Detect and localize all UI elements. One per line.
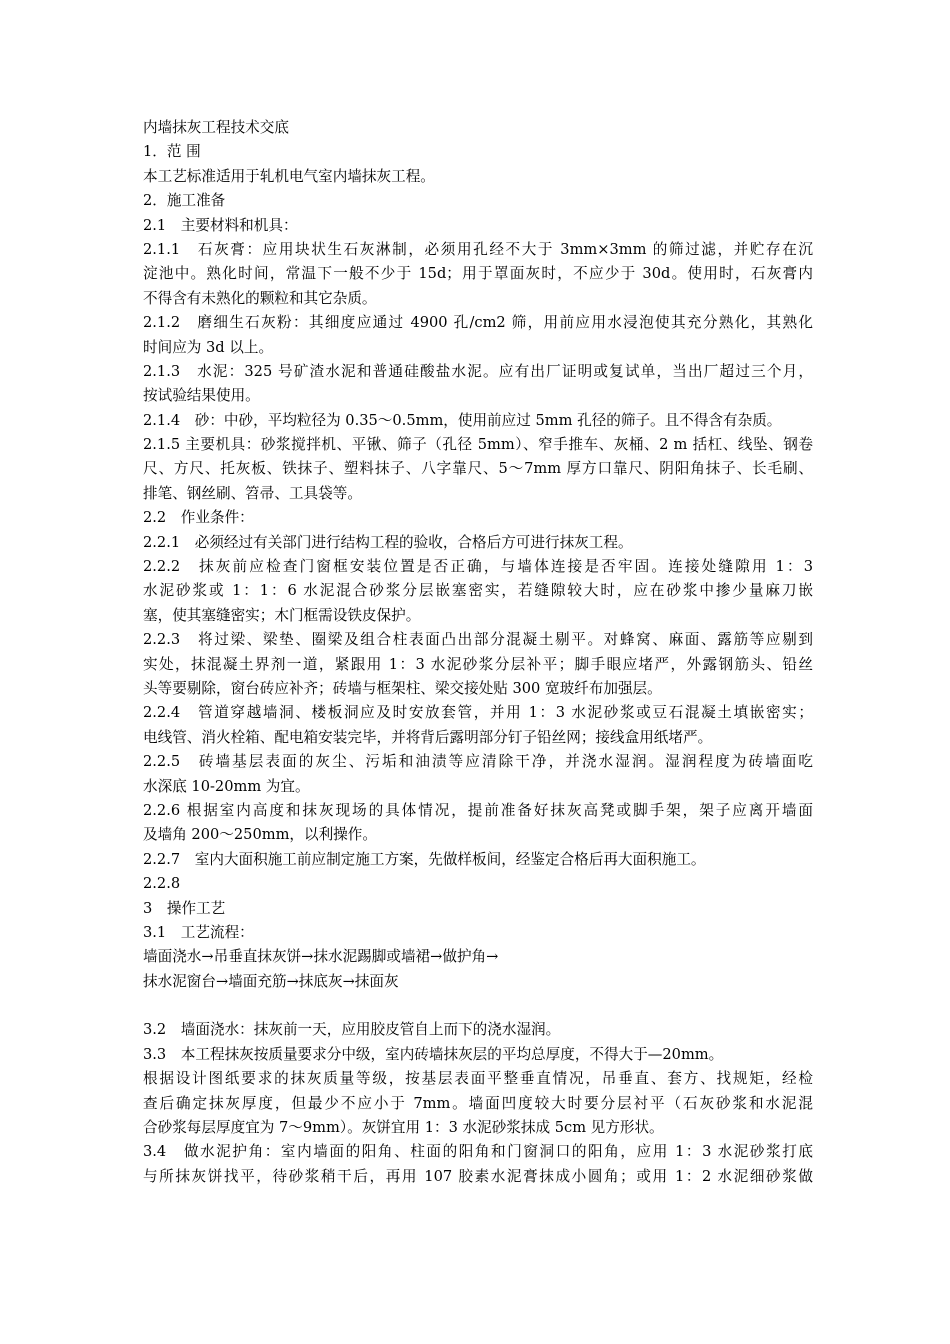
text-line: 排笔、钢丝刷、笤帚、工具袋等。 bbox=[143, 484, 362, 502]
document-title: 内墙抹灰工程技术交底 bbox=[143, 119, 289, 136]
text-line: 1．范 围 bbox=[143, 143, 201, 161]
text-line: 2.1.2 磨细生石灰粉：其细度应通过 4900 孔/cm2 筛，用前应用水浸泡使其充分熟化，其熟化 bbox=[143, 314, 813, 332]
text-line: 2.2.4 管道穿越墙洞、楼板洞应及时安放套管，并用 1：3 水泥砂浆或豆石混凝土填嵌密实； bbox=[143, 704, 813, 722]
text-line: 2.2.6 根据室内高度和抹灰现场的具体情况，提前准备好抹灰高凳或脚手架，架子应离开墙面 bbox=[143, 801, 813, 819]
text-line: 2.2.1 必须经过有关部门进行结构工程的验收，合格后方可进行抹灰工程。 bbox=[143, 533, 633, 551]
text-line: 水泥砂浆或 1：1：6 水泥混合砂浆分层嵌塞密实，若缝隙较大时，应在砂浆中掺少量麻刀嵌 bbox=[143, 582, 813, 600]
blank-line bbox=[143, 994, 813, 1018]
text-line: 时间应为 3d 以上。 bbox=[143, 338, 274, 356]
text-line: 3 操作工艺 bbox=[143, 899, 226, 917]
text-line: 及墙角 200～250mm，以利操作。 bbox=[143, 826, 377, 844]
text-line: 3.4 做水泥护角：室内墙面的阳角、柱面的阳角和门窗洞口的阳角，应用 1：3 水泥砂浆打底 bbox=[143, 1143, 813, 1161]
text-line: 2.1.5 主要机具：砂浆搅拌机、平锹、筛子（孔径 5mm）、窄手推车、灰桶、2 m 括杠、线坠、钢卷 bbox=[143, 436, 813, 454]
text-line: 2.2 作业条件： bbox=[143, 509, 254, 527]
text-line: 2.1.1 石灰膏：应用块状生石灰淋制，必须用孔经不大于 3mm×3mm 的筛过滤，并贮存在沉 bbox=[143, 240, 813, 258]
text-line: 本工艺标准适用于轧机电气室内墙抹灰工程。 bbox=[143, 167, 435, 185]
text-line: 查后确定抹灰厚度，但最少不应小于 7mm。墙面凹度较大时要分层衬平（石灰砂浆和水泥混 bbox=[143, 1094, 813, 1112]
text-line: 2.2.8 bbox=[143, 875, 181, 893]
text-line: 不得含有未熟化的颗粒和其它杂质。 bbox=[143, 289, 377, 307]
text-line: 墙面浇水→吊垂直抹灰饼→抹水泥踢脚或墙裙→做护角→ bbox=[143, 948, 499, 966]
text-line: 电线管、消火栓箱、配电箱安装完毕，并将背后露明部分钉子铅丝网；接线盒用纸堵严。 bbox=[143, 728, 713, 746]
text-line: 2.1 主要材料和机具： bbox=[143, 216, 298, 234]
text-line: 合砂浆每层厚度宜为 7～9mm）。灰饼宜用 1：3 水泥砂浆抹成 5cm 见方形状。 bbox=[143, 1119, 664, 1137]
text-line: 实处，抹混凝土界剂一道，紧跟用 1：3 水泥砂浆分层补平；脚手眼应堵严，外露钢筋头、铅丝 bbox=[143, 655, 813, 673]
document-page bbox=[143, 116, 813, 1189]
text-line: 与所抹灰饼找平，待砂浆稍干后，再用 107 胶素水泥膏抹成小圆角；或用 1：2 水泥细砂浆做 bbox=[143, 1167, 813, 1185]
text-line: 按试验结果使用。 bbox=[143, 387, 260, 405]
text-line: 尺、方尺、托灰板、铁抹子、塑料抹子、八字靠尺、5～7mm 厚方口靠尺、阴阳角抹子、长毛刷、 bbox=[143, 460, 813, 478]
text-line: 2.2.7 室内大面积施工前应制定施工方案，先做样板间，经鉴定合格后再大面积施工。 bbox=[143, 850, 706, 868]
text-line: 抹水泥窗台→墙面充筋→抹底灰→抹面灰 bbox=[143, 972, 399, 990]
text-line: 淀池中。熟化时间，常温下一般不少于 15d；用于罩面灰时，不应少于 30d。使用时，石灰膏内 bbox=[143, 265, 813, 283]
text-line: 2.1.3 水泥：325 号矿渣水泥和普通硅酸盐水泥。应有出厂证明或复试单，当出厂超过三个月， bbox=[143, 362, 813, 380]
text-line: 2．施工准备 bbox=[143, 192, 226, 210]
text-line: 3.1 工艺流程： bbox=[143, 923, 254, 941]
text-line: 2.2.2 抹灰前应检查门窗框安装位置是否正确，与墙体连接是否牢固。连接处缝隙用 1：3 bbox=[143, 558, 813, 576]
text-line: 塞，使其塞缝密实；木门框需设铁皮保护。 bbox=[143, 606, 421, 624]
text-line: 2.2.5 砖墙基层表面的灰尘、污垢和油渍等应清除干净，并浇水湿润。湿润程度为砖墙面吃 bbox=[143, 753, 813, 771]
text-line: 2.1.4 砂：中砂，平均粒径为 0.35～0.5mm，使用前应过 5mm 孔径的筛子。且不得含有杂质。 bbox=[143, 411, 782, 429]
text-line: 根据设计图纸要求的抹灰质量等级，按基层表面平整垂直情况，吊垂直、套方、找规矩，经检 bbox=[143, 1070, 813, 1088]
text-line: 3.3 本工程抹灰按质量要求分中级，室内砖墙抹灰层的平均总厚度，不得大于—20mm。 bbox=[143, 1045, 724, 1063]
text-line: 头等要剔除，窗台砖应补齐；砖墙与框架柱、梁交接处贴 300 宽玻纤布加强层。 bbox=[143, 679, 662, 697]
text-line: 水深底 10-20mm 为宜。 bbox=[143, 777, 310, 795]
text-line: 2.2.3 将过梁、梁垫、圈梁及组合柱表面凸出部分混凝土剔平。对蜂窝、麻面、露筋等应剔到 bbox=[143, 631, 813, 649]
text-line: 3.2 墙面浇水：抹灰前一天，应用胶皮管自上而下的浇水湿润。 bbox=[143, 1021, 561, 1039]
